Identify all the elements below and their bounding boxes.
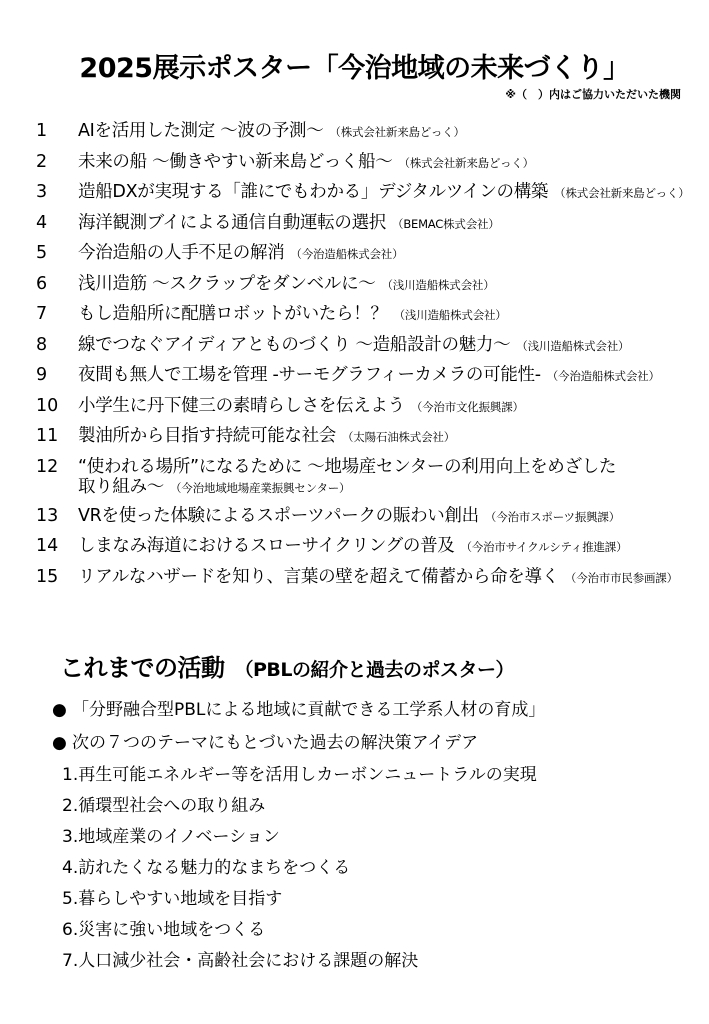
item-title: 造船DXが実現する「誰にでもわかる」デジタルツインの構築 [78, 182, 549, 202]
item-title: 小学生に丹下健三の素晴らしさを伝えよう [78, 395, 405, 416]
item-organization: （株式会社新来島どっく） [554, 186, 690, 200]
item-title: 夜間も無人で工場を管理 -サーモグラフィーカメラの可能性- [78, 365, 541, 385]
list-item [36, 501, 696, 532]
item-number: 6 [36, 273, 48, 294]
item-organization: （今治地域地場産業振興センター） [170, 480, 351, 495]
item-number: 9 [36, 365, 48, 385]
item-organization: （今治造船株式会社） [290, 247, 404, 261]
item-organization: （浅川造船株式会社） [516, 338, 630, 353]
item-number: 4 [36, 212, 48, 233]
item-organization: （今治造船株式会社） [546, 369, 660, 383]
item-organization: （浅川造船株式会社） [393, 308, 507, 322]
item-title: AIを活用した測定 ～波の予測～ [78, 121, 324, 141]
section-heading [60, 648, 514, 683]
theme-item: 4.訪れたくなる魅力的なまちをつくる [62, 858, 351, 878]
item-title: 線でつなぐアイディアとものづくり ～造船設計の魅力～ [78, 334, 511, 355]
item-organization: （今治市市民参画課） [564, 570, 678, 585]
section-heading-title: これまでの活動 [60, 654, 225, 682]
item-organization: （BEMAC株式会社） [392, 216, 500, 231]
item-number: 1 [36, 121, 48, 141]
item-organization: （今治市文化振興課） [410, 399, 524, 414]
activity-bullets [52, 694, 692, 760]
item-title: 海洋観測ブイによる通信自動運転の選択 [78, 212, 387, 233]
item-number: 15 [36, 566, 59, 587]
item-title: しまなみ海道におけるスローサイクリングの普及 [78, 536, 455, 556]
item-number: 8 [36, 334, 48, 355]
theme-item: 5.暮らしやすい地域を目指す [62, 889, 283, 909]
theme-item: 2.循環型社会への取り組み [62, 796, 266, 816]
item-number: 7 [36, 304, 48, 324]
item-title: 浅川造筋 ～スクラップをダンベルに～ [78, 273, 376, 294]
item-number: 14 [36, 536, 59, 556]
bullet-dot-icon: ● [52, 733, 67, 753]
theme-item: 6.災害に強い地域をつくる [62, 920, 266, 940]
list-item [36, 360, 696, 391]
item-title: 未来の船 ～働きやすい新来島どっく船～ [78, 151, 393, 172]
item-number: 10 [36, 395, 59, 416]
list-item [36, 238, 696, 269]
theme-item: 3.地域産業のイノベーション [62, 827, 280, 847]
theme-item: 1.再生可能エネルギー等を活用しカーボンニュートラルの実現 [62, 765, 537, 785]
item-organization: （今治市スポーツ振興課） [484, 509, 621, 524]
item-number: 13 [36, 505, 59, 526]
bullet-item [52, 694, 692, 727]
bullet-text: 次の７つのテーマにもとづいた過去の解決策アイデア [72, 733, 479, 753]
list-item [36, 391, 696, 422]
item-number: 3 [36, 182, 48, 202]
item-number: 2 [36, 151, 48, 172]
item-title: リアルなハザードを知り、言葉の壁を超えて備蓄から命を導く [78, 566, 559, 587]
item-title: 製油所から目指す持続可能な社会 [78, 426, 336, 446]
theme-list [62, 760, 682, 977]
list-item [36, 177, 696, 208]
item-organization: （今治市サイクルシティ推進課） [460, 540, 628, 554]
bullet-dot-icon: ● [52, 700, 67, 720]
item-title: もし造船所に配膳ロボットがいたら！？ [78, 304, 388, 324]
bullet-text: 「分野融合型PBLによる地域に貢献できる工学系人材の育成」 [72, 700, 546, 720]
page-title: 2025展示ポスター「今治地域の未来づくり」 [79, 53, 630, 84]
item-title: 今治造船の人手不足の解消 [78, 243, 285, 263]
poster-list [36, 116, 696, 592]
item-title-continued: 取り組み～ [78, 476, 164, 497]
list-item [36, 269, 696, 300]
list-item [36, 421, 696, 452]
item-title: “使われる場所”になるために ～地場産センターの利用向上をめざした [78, 456, 617, 477]
list-item [36, 330, 696, 361]
item-organization: （浅川造船株式会社） [381, 277, 495, 292]
list-item [36, 299, 696, 330]
list-item [36, 147, 696, 178]
list-item [36, 208, 696, 239]
list-item [36, 116, 696, 147]
item-number: 5 [36, 243, 48, 263]
item-organization: （太陽石油株式会社） [342, 430, 455, 444]
cooperation-note: ※（ ）内はご協力いただいた機関 [505, 88, 681, 101]
item-number: 12 [36, 456, 59, 477]
list-item [36, 562, 696, 593]
section-heading-subtitle: （PBLの紹介と過去のポスター） [234, 659, 515, 681]
item-number: 11 [36, 426, 59, 446]
item-organization: （株式会社新来島どっく） [329, 125, 465, 139]
item-organization: （株式会社新来島どっく） [398, 155, 534, 170]
bullet-item [52, 727, 692, 760]
list-item [36, 531, 696, 562]
item-title: VRを使った体験によるスポーツパークの賑わい創出 [78, 505, 479, 526]
theme-item: 7.人口減少社会・高齢社会における課題の解決 [62, 951, 419, 971]
list-item [36, 452, 696, 501]
